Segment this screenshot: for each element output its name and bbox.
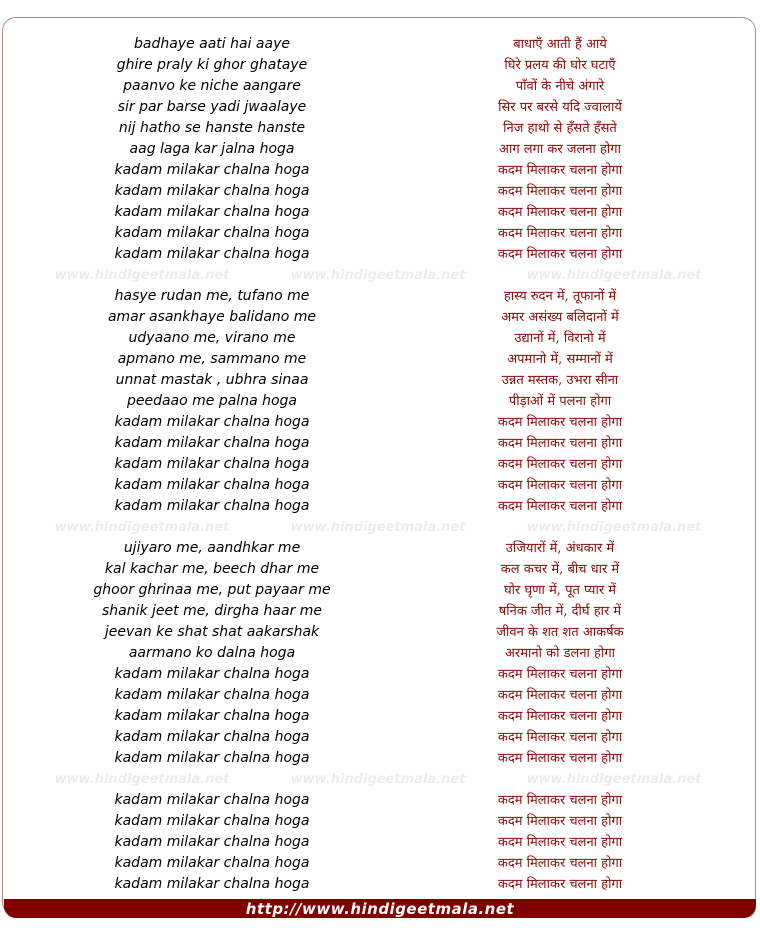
lyric-hindi: कदम मिलाकर चलना होगा: [497, 667, 623, 682]
lyric-hindi: कदम मिलाकर चलना होगा: [497, 205, 623, 220]
lyric-line: [0, 433, 760, 454]
lyric-hindi: कदम मिलाकर चलना होगा: [497, 247, 623, 262]
lyric-hindi: अमर असंख्य बलिदानों में: [501, 310, 619, 325]
lyric-english: kadam milakar chalna hoga: [114, 855, 310, 871]
lyric-line: [0, 76, 760, 97]
lyric-hindi: अरमानो को डलना होगा: [504, 646, 616, 661]
lyric-hindi: पाँवों के नीचे अंगारे: [515, 79, 605, 94]
lyric-hindi: घिरे प्रलय की घोर घटाएँ: [504, 58, 616, 73]
watermark-text: www.hindigeetmala.net: [290, 268, 466, 283]
lyric-line: [0, 601, 760, 622]
watermark-row: [0, 769, 760, 790]
lyric-line: [0, 118, 760, 139]
lyric-english: peedaao me palna hoga: [126, 393, 298, 409]
lyric-english: kadam milakar chalna hoga: [114, 729, 310, 745]
watermark-text: www.hindigeetmala.net: [290, 772, 466, 787]
lyric-english: ghoor ghrinaa me, put payaar me: [93, 582, 331, 598]
lyric-hindi: सिर पर बरसे यदि ज्वालायें: [498, 100, 622, 115]
lyric-english: amar asankhaye balidano me: [107, 309, 317, 325]
lyric-line: [0, 874, 760, 895]
lyric-english: kadam milakar chalna hoga: [114, 225, 310, 241]
lyric-line: [0, 55, 760, 76]
lyric-english: unnat mastak , ubhra sinaa: [115, 372, 309, 388]
lyrics-body: [0, 34, 760, 895]
lyric-english: kadam milakar chalna hoga: [114, 456, 310, 472]
lyric-hindi: कदम मिलाकर चलना होगा: [497, 163, 623, 178]
lyric-english: kadam milakar chalna hoga: [114, 687, 310, 703]
lyric-english: kadam milakar chalna hoga: [114, 876, 310, 892]
lyric-hindi: आग लगा कर जलना होगा: [499, 142, 621, 157]
lyric-hindi: कदम मिलाकर चलना होगा: [497, 793, 623, 808]
lyric-english: nij hatho se hanste hanste: [118, 120, 306, 136]
lyric-hindi: कदम मिलाकर चलना होगा: [497, 688, 623, 703]
lyric-line: [0, 580, 760, 601]
lyric-line: [0, 685, 760, 706]
lyric-line: [0, 664, 760, 685]
lyric-line: [0, 454, 760, 475]
lyric-line: [0, 34, 760, 55]
lyric-hindi: कल कचर में, बीच धार में: [500, 562, 620, 577]
lyric-hindi: अपमानो में, सम्मानों में: [507, 352, 613, 367]
lyric-hindi: हास्य रुदन में, तूफानों में: [503, 289, 617, 304]
lyric-english: aarmano ko dalna hoga: [128, 645, 296, 661]
lyric-line: [0, 832, 760, 853]
lyric-english: ghire praly ki ghor ghataye: [116, 57, 308, 73]
lyric-english: kadam milakar chalna hoga: [114, 834, 310, 850]
lyric-line: [0, 202, 760, 223]
watermark-text: www.hindigeetmala.net: [526, 268, 702, 283]
lyric-line: [0, 538, 760, 559]
lyric-english: apmano me, sammano me: [117, 351, 307, 367]
lyric-english: kadam milakar chalna hoga: [114, 813, 310, 829]
lyric-hindi: कदम मिलाकर चलना होगा: [497, 856, 623, 871]
lyric-hindi: कदम मिलाकर चलना होगा: [497, 709, 623, 724]
lyric-english: paanvo ke niche aangare: [123, 78, 301, 94]
lyric-hindi: कदम मिलाकर चलना होगा: [497, 835, 623, 850]
lyric-english: shanik jeet me, dirgha haar me: [101, 603, 323, 619]
lyric-hindi: उद्यानों में, विरानो में: [514, 331, 606, 346]
lyric-english: kadam milakar chalna hoga: [114, 666, 310, 682]
lyric-line: [0, 853, 760, 874]
lyric-hindi: कदम मिलाकर चलना होगा: [497, 877, 623, 892]
lyric-english: kadam milakar chalna hoga: [114, 708, 310, 724]
lyric-hindi: कदम मिलाकर चलना होगा: [497, 814, 623, 829]
lyric-hindi: कदम मिलाकर चलना होगा: [497, 226, 623, 241]
lyric-hindi: कदम मिलाकर चलना होगा: [497, 184, 623, 199]
lyric-line: [0, 559, 760, 580]
lyric-line: [0, 139, 760, 160]
lyric-english: kadam milakar chalna hoga: [114, 246, 310, 262]
watermark-row: [0, 517, 760, 538]
footer-link[interactable]: http://www.hindigeetmala.net: [245, 900, 515, 918]
lyric-line: [0, 475, 760, 496]
lyric-english: kadam milakar chalna hoga: [114, 204, 310, 220]
lyric-line: [0, 286, 760, 307]
lyric-line: [0, 349, 760, 370]
footer-bar: [4, 899, 756, 918]
lyric-english: kadam milakar chalna hoga: [114, 750, 310, 766]
lyric-hindi: षनिक जीत में, दीर्घ हार में: [498, 604, 622, 619]
lyric-line: [0, 811, 760, 832]
lyric-line: [0, 706, 760, 727]
lyric-line: [0, 181, 760, 202]
lyric-english: kadam milakar chalna hoga: [114, 162, 310, 178]
lyric-hindi: कदम मिलाकर चलना होगा: [497, 751, 623, 766]
watermark-row: [0, 265, 760, 286]
watermark-text: www.hindigeetmala.net: [526, 520, 702, 535]
watermark-text: www.hindigeetmala.net: [54, 520, 230, 535]
lyric-line: [0, 748, 760, 769]
lyric-english: badhaye aati hai aaye: [134, 36, 290, 52]
lyric-english: udyaano me, virano me: [128, 330, 296, 346]
lyric-line: [0, 790, 760, 811]
lyric-hindi: उन्नत मस्तक, उभरा सीना: [501, 373, 619, 388]
lyric-english: kadam milakar chalna hoga: [114, 414, 310, 430]
watermark-text: www.hindigeetmala.net: [54, 772, 230, 787]
lyric-line: [0, 223, 760, 244]
lyric-line: [0, 307, 760, 328]
lyric-hindi: कदम मिलाकर चलना होगा: [497, 436, 623, 451]
lyric-line: [0, 370, 760, 391]
lyric-line: [0, 97, 760, 118]
lyric-hindi: कदम मिलाकर चलना होगा: [497, 457, 623, 472]
lyric-hindi: जीवन के शत शत आकर्षक: [496, 625, 624, 640]
lyric-english: jeevan ke shat shat aakarshak: [104, 624, 320, 640]
lyric-line: [0, 727, 760, 748]
lyric-hindi: घोर घृणा में, पूत प्यार में: [503, 583, 617, 598]
lyric-hindi: पीड़ाओं में पलना होगा: [508, 394, 612, 409]
lyric-line: [0, 244, 760, 265]
lyric-english: hasye rudan me, tufano me: [114, 288, 310, 304]
lyric-hindi: निज हाथो से हँसते हँसते: [503, 121, 617, 136]
lyric-line: [0, 160, 760, 181]
lyric-english: sir par barse yadi jwaalaye: [117, 99, 307, 115]
lyric-english: kadam milakar chalna hoga: [114, 477, 310, 493]
lyric-line: [0, 412, 760, 433]
lyric-english: kadam milakar chalna hoga: [114, 435, 310, 451]
lyric-hindi: उजियारों में, अंधकार में: [505, 541, 615, 556]
lyric-line: [0, 496, 760, 517]
lyric-line: [0, 643, 760, 664]
watermark-text: www.hindigeetmala.net: [526, 772, 702, 787]
lyric-hindi: कदम मिलाकर चलना होगा: [497, 415, 623, 430]
lyric-english: kadam milakar chalna hoga: [114, 498, 310, 514]
lyric-line: [0, 328, 760, 349]
watermark-text: www.hindigeetmala.net: [54, 268, 230, 283]
lyric-hindi: कदम मिलाकर चलना होगा: [497, 499, 623, 514]
lyric-english: kadam milakar chalna hoga: [114, 792, 310, 808]
lyric-hindi: कदम मिलाकर चलना होगा: [497, 478, 623, 493]
lyric-line: [0, 622, 760, 643]
watermark-text: www.hindigeetmala.net: [290, 520, 466, 535]
lyric-english: kal kachar me, beech dhar me: [104, 561, 320, 577]
lyric-hindi: बाधाएँ आती हैं आये: [513, 37, 607, 52]
lyric-english: kadam milakar chalna hoga: [114, 183, 310, 199]
lyric-english: aag laga kar jalna hoga: [129, 141, 295, 157]
lyric-hindi: कदम मिलाकर चलना होगा: [497, 730, 623, 745]
lyric-english: ujiyaro me, aandhkar me: [123, 540, 301, 556]
lyric-line: [0, 391, 760, 412]
